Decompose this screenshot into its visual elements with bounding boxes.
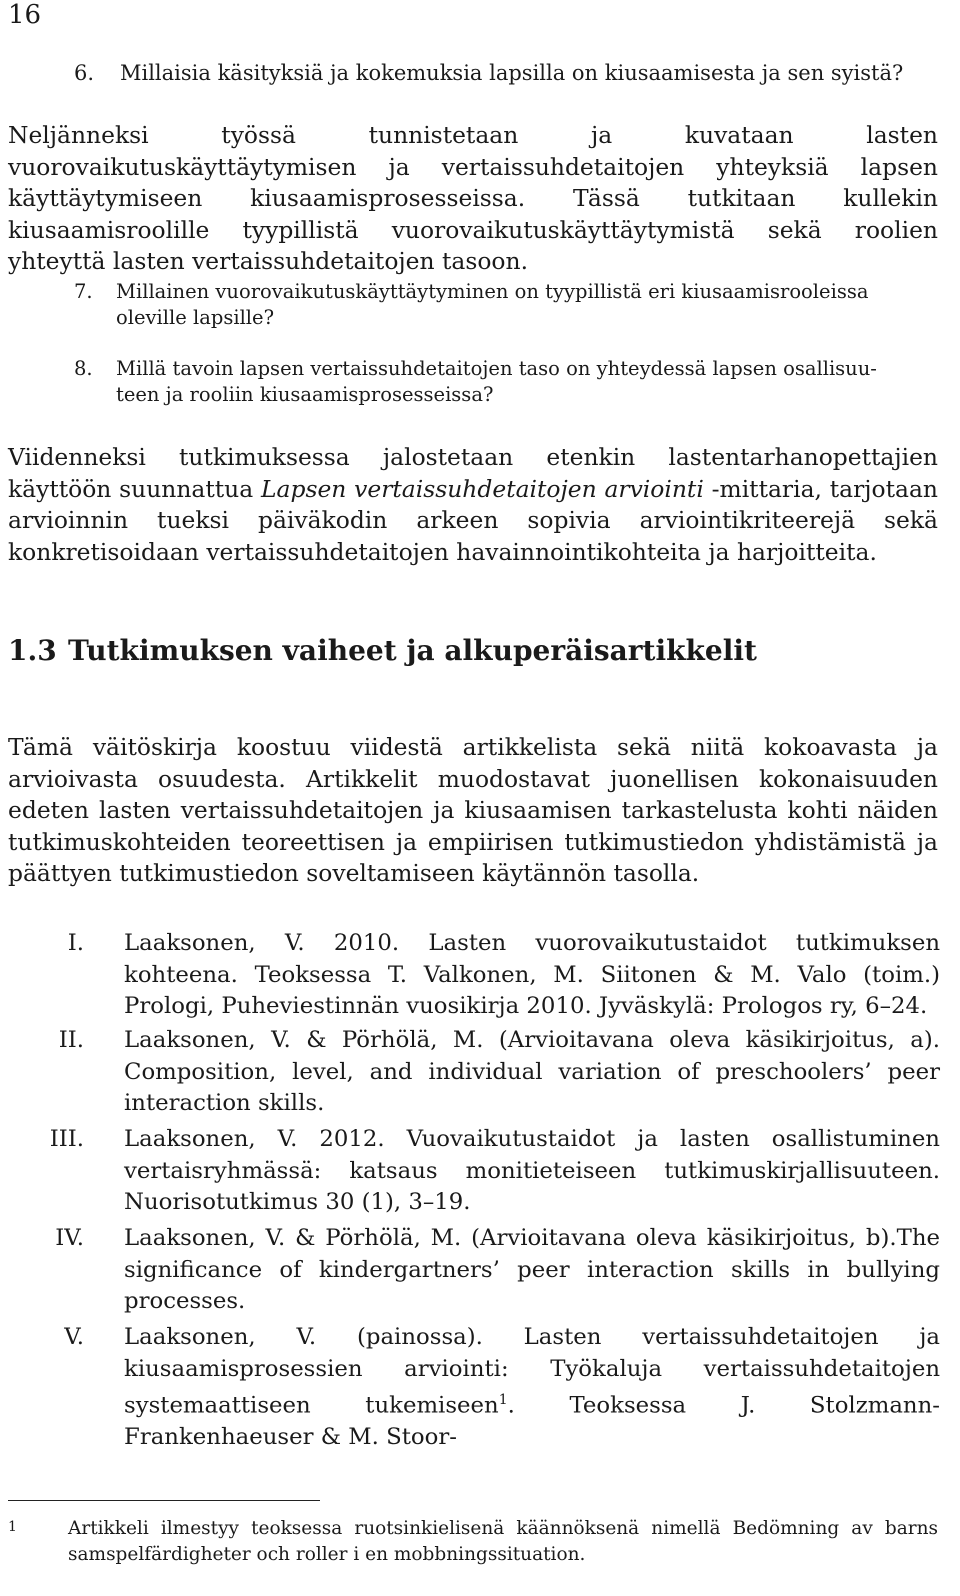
- reference-numeral: I.: [67, 930, 84, 956]
- footnote-divider: [8, 1500, 320, 1501]
- section-heading: [8, 634, 757, 668]
- question-text-line: oleville lapsille?: [116, 306, 275, 329]
- reference-item: [40, 1223, 940, 1318]
- reference-item: [40, 1322, 940, 1454]
- section-title: Tutkimuksen vaiheet ja alkuperäisartikkelit: [68, 634, 757, 667]
- footnote-text: Artikkeli ilmestyy teoksessa ruotsinkielisenä käännöksenä nimellä Bedömning av barns samspelfärdigheter och roller i en mobbningssituation.: [68, 1518, 938, 1565]
- reference-text: Laaksonen, V. 2010. Lasten vuorovaikutustaidot tutkimuksen kohteena. Teoksessa T. Valkonen, M. Siitonen & M. Valo (toim.) Prologi, Puheviestinnän vuosikirja 2010. Jyväskylä: Prologos ry, 6–24.: [124, 930, 940, 1019]
- question-text-line: Millainen vuorovaikutuskäyttäytyminen on tyypillistä eri kiusaamisrooleissa: [116, 280, 869, 303]
- reference-text: Laaksonen, V. & Pörhölä, M. (Arvioitavana oleva käsikirjoitus, a). Composition, level, and individual variation of preschoolers’ peer interaction skills.: [124, 1027, 940, 1116]
- question-text-line: teen ja rooliin kiusaamisprosesseissa?: [116, 383, 494, 406]
- reference-numeral: V.: [64, 1324, 84, 1350]
- reference-text: Laaksonen, V. & Pörhölä, M. (Arvioitavana oleva käsikirjoitus, b).The significance of kindergartners’ peer interaction skills in bullying processes.: [124, 1225, 940, 1314]
- footnote: [8, 1516, 938, 1568]
- reference-item: [40, 1124, 940, 1219]
- paragraph-fifth: [8, 442, 938, 568]
- question-text-line: Millä tavoin lapsen vertaissuhdetaitojen taso on yhteydessä lapsen osallisuu-: [116, 357, 877, 380]
- instrument-title: Lapsen vertaissuhdetaitojen arviointi: [261, 474, 704, 503]
- reference-numeral: IV.: [55, 1225, 84, 1251]
- footnote-marker: 1: [498, 1392, 508, 1408]
- paragraph-quarter: Neljänneksi työssä tunnistetaan ja kuvataan lasten vuorovaikutuskäyttäytymisen ja vertaissuhdetaitojen yhteyksiä lapsen käyttäytymiseen kiusaamisprosesseissa. Tässä tutkitaan kullekin kiusaamisroolille tyypillistä vuorovaikutuskäyttäytymistä sekä roolien yhteyttä lasten vertaissuhdetaitojen tasoon.: [8, 121, 938, 275]
- paragraph-text: Viidenneksi tutkimuksessa jalostetaan etenkin lastentarhanopettajien käyttöön suunnattua: [8, 443, 938, 503]
- paragraph-text: -mittaria, tarjotaan arvioinnin tueksi päiväkodin arkeen sopivia arviointikriteerejä sekä konkretisoidaan vertaissuhdetaitojen havainnointikohteita ja harjoitteita.: [8, 474, 938, 566]
- reference-item: [40, 928, 940, 1023]
- reference-text-part: Laaksonen, V. (painossa). Lasten vertaissuhdetaitojen ja kiusaamisprosessien arviointi: Työkaluja vertaissuhdetaitojen systemaattiseen tukemiseen: [124, 1324, 940, 1419]
- question-number: 8.: [74, 357, 93, 380]
- reference-text: Laaksonen, V. 2012. Vuovaikutustaidot ja lasten osallistuminen vertaisryhmässä: katsaus monitieteiseen tutkimuskirjallisuuteen. Nuorisotutkimus 30 (1), 3–19.: [124, 1126, 940, 1215]
- reference-text: [124, 1322, 940, 1454]
- question-number: 7.: [74, 280, 93, 303]
- reference-numeral: II.: [58, 1027, 84, 1053]
- question-number: 6.: [74, 61, 95, 85]
- footnote-number: 1: [8, 1519, 17, 1535]
- reference-item: [40, 1025, 940, 1120]
- section-number: 1.3: [8, 634, 57, 667]
- question-8: [74, 356, 924, 408]
- reference-numeral: III.: [49, 1126, 84, 1152]
- question-text: Millaisia käsityksiä ja kokemuksia lapsilla on kiusaamisesta ja sen syistä?: [120, 61, 904, 85]
- question-7: [74, 279, 924, 331]
- paragraph-intro: Tämä väitöskirja koostuu viidestä artikkelista sekä niitä kokoavasta ja arvioivasta osuudesta. Artikkelit muodostavat juonellisen kokonaisuuden edeten lasten vertaissuhdetaitojen ja kiusaamisen tarkastelusta kohti näiden tutkimuskohteiden teoreettisen ja empiirisen tutkimustiedon yhdistämistä ja päättyen tutkimustiedon soveltamiseen käytännön tasolla.: [8, 733, 938, 887]
- page-number: 16: [8, 0, 42, 30]
- question-6: [74, 60, 934, 87]
- reference-text-part: . Teoksessa J. Stolzmann-Frankenhaeuser & M. Stoor-: [124, 1392, 940, 1451]
